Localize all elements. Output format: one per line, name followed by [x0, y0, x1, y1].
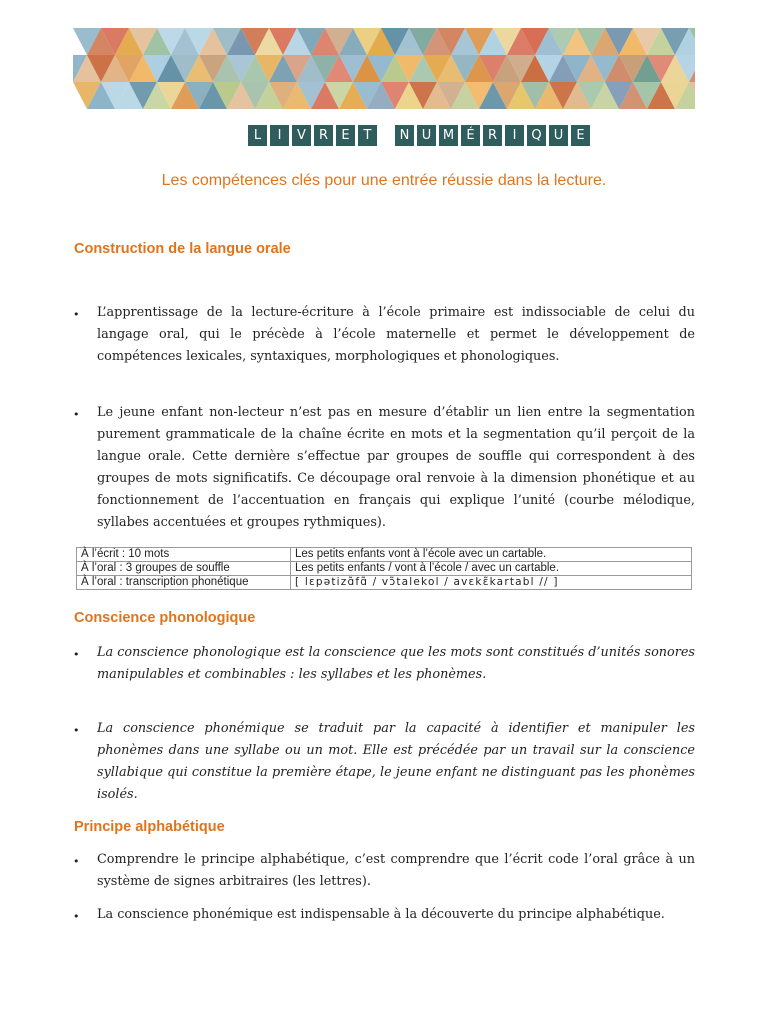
tag-letter: U	[417, 125, 436, 146]
bullet-icon: •	[73, 308, 80, 321]
bullet-icon: •	[73, 724, 80, 737]
tag-letter: I	[270, 125, 289, 146]
phonetic-table	[76, 547, 692, 590]
table-cell-label: À l’oral : transcription phonétique	[77, 576, 291, 590]
table-cell-value: Les petits enfants / vont à l’école / avec un cartable.	[291, 562, 692, 576]
section-title-conscience-phonologique: Conscience phonologique	[74, 610, 256, 626]
paragraph-principe-alphabetique: Comprendre le principe alphabétique, c’est comprendre que l’écrit code l’oral grâce à un système de signes arbitraires (les lettres).	[97, 852, 695, 889]
bullet-icon: •	[73, 648, 80, 661]
tag-letter: U	[549, 125, 568, 146]
table-row	[77, 562, 692, 576]
tag-letter: V	[292, 125, 311, 146]
tag-letter: Q	[527, 125, 546, 146]
table-cell-phonetic: [ lɛpətizɑ̃fɑ̃ / vɔ̃talekol / avɛkɛ̃kartabl // ]	[291, 576, 692, 590]
table-row	[77, 548, 692, 562]
paragraph-decouverte: La conscience phonémique est indispensable à la découverte du principe alphabétique.	[97, 907, 665, 922]
decorative-banner	[73, 28, 695, 109]
tag-letter: I	[505, 125, 524, 146]
table-cell-label: À l’écrit : 10 mots	[77, 548, 291, 562]
table-row	[77, 576, 692, 590]
paragraph-conscience-phonologique: La conscience phonologique est la conscience que les mots sont constitués d’unités sonores manipulables et combinables : les syllabes et les phonèmes.	[97, 645, 695, 682]
section-title-principe-alphabetique: Principe alphabétique	[74, 819, 225, 835]
table-cell-label: À l’oral : 3 groupes de souffle	[77, 562, 291, 576]
tag-letter: R	[314, 125, 333, 146]
document-subtitle: Les compétences clés pour une entrée réussie dans la lecture.	[161, 172, 607, 189]
tag-letter: E	[571, 125, 590, 146]
bullet-icon: •	[73, 910, 80, 923]
paragraph-apprentissage: L’apprentissage de la lecture-écriture à l’école primaire est indissociable de celui du langage oral, qui le précède à l’école maternelle et permet le développement de compétences lexicales, syntaxiques, morphologiques et phonologiques.	[97, 305, 695, 364]
tag-letter: N	[395, 125, 414, 146]
tag-space	[380, 125, 392, 147]
section-title-langue-orale: Construction de la langue orale	[74, 241, 291, 257]
mosaic-pattern-image	[73, 28, 695, 109]
paragraph-segmentation: Le jeune enfant non-lecteur n’est pas en mesure d’établir un lien entre la segmentation purement grammaticale de la chaîne écrite en mots et la segmentation qu’il perçoit de la langue orale. Cette dernière s’effectue par groupes de souffle qui correspondent à des groupes de mots significatifs. Ce découpage oral renvoie à la dimension phonétique et au fonctionnement de l’accentuation en français qui explique l’unité (courbe mélodique, syllabes accentuées et groupes rythmiques).	[97, 405, 695, 530]
livret-numerique-tag	[248, 125, 590, 147]
paragraph-conscience-phonemique: La conscience phonémique se traduit par la capacité à identifier et manipuler les phonèmes dans une syllabe ou un mot. Elle est précédée par un travail sur la conscience syllabique qui constitue la première étape, le jeune enfant ne distinguant pas les phonèmes isolés.	[97, 721, 695, 802]
bullet-icon: •	[73, 855, 80, 868]
table-cell-value: Les petits enfants vont à l’école avec un cartable.	[291, 548, 692, 562]
tag-letter: M	[439, 125, 458, 146]
tag-letter: R	[483, 125, 502, 146]
tag-letter: L	[248, 125, 267, 146]
bullet-icon: •	[73, 408, 80, 421]
tag-letter: E	[336, 125, 355, 146]
tag-letter: É	[461, 125, 480, 146]
tag-letter: T	[358, 125, 377, 146]
